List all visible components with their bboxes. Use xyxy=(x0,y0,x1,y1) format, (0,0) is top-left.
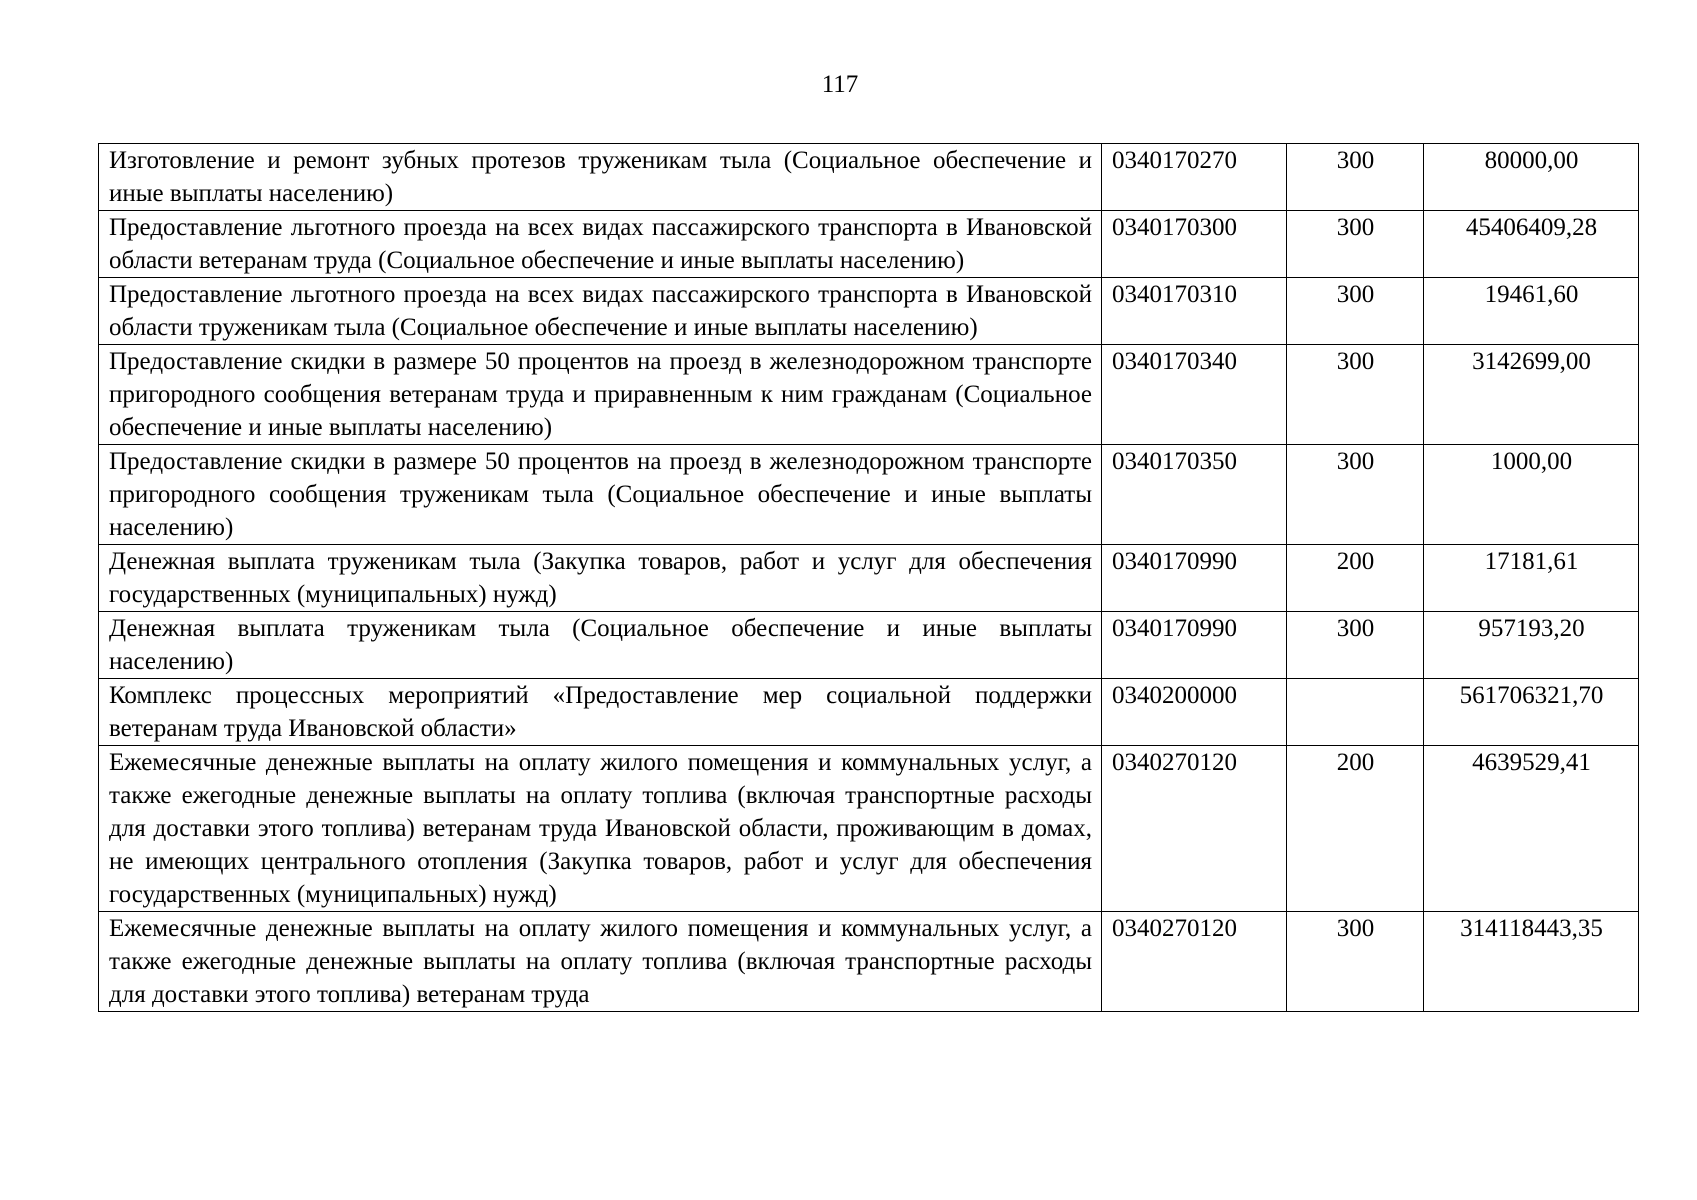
row-description: Комплекс процессных мероприятий «Предоставление мер социальной поддержки ветеранам труда Ивановской области» xyxy=(99,679,1102,746)
row-expense-type: 200 xyxy=(1287,545,1424,612)
table-row xyxy=(99,211,1639,278)
row-expense-type xyxy=(1287,679,1424,746)
row-target-code: 0340270120 xyxy=(1102,746,1287,912)
row-description: Предоставление льготного проезда на всех видах пассажирского транспорта в Ивановской области труженикам тыла (Социальное обеспечение и иные выплаты населению) xyxy=(99,278,1102,345)
row-target-code: 0340200000 xyxy=(1102,679,1287,746)
row-description: Ежемесячные денежные выплаты на оплату жилого помещения и коммунальных услуг, а также ежегодные денежные выплаты на оплату топлива (включая транспортные расходы для доставки этого топлива) ветеранам труда xyxy=(99,912,1102,1012)
row-amount: 3142699,00 xyxy=(1424,345,1639,445)
row-expense-type: 300 xyxy=(1287,612,1424,679)
row-description: Денежная выплата труженикам тыла (Социальное обеспечение и иные выплаты населению) xyxy=(99,612,1102,679)
row-amount: 19461,60 xyxy=(1424,278,1639,345)
row-target-code: 0340170990 xyxy=(1102,545,1287,612)
row-amount: 17181,61 xyxy=(1424,545,1639,612)
row-description: Ежемесячные денежные выплаты на оплату жилого помещения и коммунальных услуг, а также ежегодные денежные выплаты на оплату топлива (включая транспортные расходы для доставки этого топлива) ветеранам труда Ивановской области, проживающим в домах, не имеющих центрального отопления (Закупка товаров, работ и услуг для обеспечения государственных (муниципальных) нужд) xyxy=(99,746,1102,912)
row-target-code: 0340170340 xyxy=(1102,345,1287,445)
table-row xyxy=(99,679,1639,746)
table-row xyxy=(99,545,1639,612)
table-row xyxy=(99,278,1639,345)
row-amount: 80000,00 xyxy=(1424,144,1639,211)
row-description: Изготовление и ремонт зубных протезов труженикам тыла (Социальное обеспечение и иные выплаты населению) xyxy=(99,144,1102,211)
row-amount: 957193,20 xyxy=(1424,612,1639,679)
row-amount: 561706321,70 xyxy=(1424,679,1639,746)
table-row xyxy=(99,345,1639,445)
row-amount: 4639529,41 xyxy=(1424,746,1639,912)
table-row xyxy=(99,912,1639,1012)
row-target-code: 0340270120 xyxy=(1102,912,1287,1012)
row-description: Предоставление скидки в размере 50 процентов на проезд в железнодорожном транспорте пригородного сообщения труженикам тыла (Социальное обеспечение и иные выплаты населению) xyxy=(99,445,1102,545)
table-row xyxy=(99,445,1639,545)
budget-table xyxy=(98,143,1639,1012)
row-expense-type: 200 xyxy=(1287,746,1424,912)
row-target-code: 0340170270 xyxy=(1102,144,1287,211)
page-number: 117 xyxy=(821,71,859,98)
row-description: Предоставление скидки в размере 50 процентов на проезд в железнодорожном транспорте пригородного сообщения ветеранам труда и приравненным к ним гражданам (Социальное обеспечение и иные выплаты населению) xyxy=(99,345,1102,445)
row-amount: 314118443,35 xyxy=(1424,912,1639,1012)
table-row xyxy=(99,612,1639,679)
row-expense-type: 300 xyxy=(1287,345,1424,445)
row-target-code: 0340170310 xyxy=(1102,278,1287,345)
row-target-code: 0340170300 xyxy=(1102,211,1287,278)
row-target-code: 0340170990 xyxy=(1102,612,1287,679)
row-amount: 45406409,28 xyxy=(1424,211,1639,278)
table-row xyxy=(99,144,1639,211)
row-amount: 1000,00 xyxy=(1424,445,1639,545)
table-row xyxy=(99,746,1639,912)
row-description: Предоставление льготного проезда на всех видах пассажирского транспорта в Ивановской области ветеранам труда (Социальное обеспечение и иные выплаты населению) xyxy=(99,211,1102,278)
row-target-code: 0340170350 xyxy=(1102,445,1287,545)
row-expense-type: 300 xyxy=(1287,144,1424,211)
row-expense-type: 300 xyxy=(1287,211,1424,278)
row-expense-type: 300 xyxy=(1287,278,1424,345)
row-description: Денежная выплата труженикам тыла (Закупка товаров, работ и услуг для обеспечения государственных (муниципальных) нужд) xyxy=(99,545,1102,612)
row-expense-type: 300 xyxy=(1287,445,1424,545)
row-expense-type: 300 xyxy=(1287,912,1424,1012)
